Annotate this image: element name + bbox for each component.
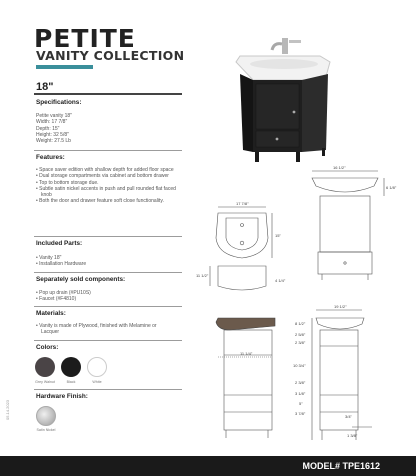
color-swatch-black[interactable] (61, 357, 81, 377)
list-item: • Vanity 18" (36, 255, 62, 261)
list-item: • Installation Hardware (36, 261, 87, 268)
header-divider (34, 93, 182, 95)
separate-heading: Separately sold components: (36, 276, 126, 283)
plan-view (210, 207, 272, 290)
model-number: MODEL# TPE1612 (302, 461, 380, 471)
divider (34, 236, 182, 237)
dim-height: 2 3/8" (295, 380, 306, 385)
color-swatch-grey-walnut[interactable] (35, 357, 55, 377)
dim-front-width: 19 1/2" (334, 304, 347, 309)
dim-top-width: 16 1/2" (333, 165, 346, 170)
divider (34, 272, 182, 273)
dim-plan-side: 4 1/4" (275, 278, 286, 283)
dim-plan-depth: 15" (275, 233, 281, 238)
door-knob-icon (293, 111, 296, 114)
cabinet-body (253, 80, 302, 152)
features-list (36, 167, 186, 205)
dim-height: 3 1/8" (295, 391, 306, 396)
list-item: • Subtle satin nickel accents in push and pull rounded flat faced knob (36, 185, 176, 199)
side-section (216, 318, 275, 438)
side-elevation (312, 310, 372, 440)
list-item: • Faucet (#F4810) (36, 296, 77, 303)
features-heading: Features: (36, 154, 65, 161)
hardware-label: Satin Nickel (36, 428, 56, 432)
dim-height: 8 1/2" (295, 321, 306, 326)
date-stamp: 05.14.2023 (5, 399, 10, 420)
dim-height: 2 5/8" (295, 332, 306, 337)
dim-height: 10 3/4" (293, 363, 306, 368)
color-swatch-white[interactable] (87, 357, 107, 377)
list-item: • Dual storage compartments via cabinet and bottom drawer (36, 173, 169, 180)
list-item: • Vanity is made of Plywood, finished with Melamine or Lacquer (36, 323, 157, 336)
basin-top (236, 56, 330, 80)
dim-height: 2 3/8" (295, 340, 306, 345)
specifications-heading: Specifications: (36, 99, 82, 106)
drawer-knob-icon (276, 138, 279, 141)
dim-height: 3 7/8" (295, 411, 306, 416)
divider (34, 340, 182, 341)
dim-plan-width: 17 7/8" (236, 201, 249, 206)
divider (34, 389, 182, 390)
divider (34, 306, 182, 307)
materials-list (36, 323, 176, 336)
list-item: • Top to bottom storage due. (36, 179, 99, 186)
dim-height: 5" (299, 401, 303, 406)
color-label: Black (66, 380, 76, 384)
dim-plan-bottom: 11 1/2" (196, 273, 209, 278)
size-label: 18" (36, 81, 54, 93)
dim-foot-a: 3/4" (345, 414, 352, 419)
list-item: • Both the door and drawer feature soft close functionality. (36, 198, 164, 205)
list-item: • Space saver edition with shallow depth for added floor space (36, 167, 174, 173)
faucet-icon (272, 38, 301, 54)
color-label: Grey Walnut (35, 380, 55, 384)
color-label: White (92, 380, 102, 384)
included-heading: Included Parts: (36, 240, 83, 247)
dim-basin-height: 6 1/8" (386, 185, 397, 190)
dim-foot-b: 1 3/8" (347, 433, 358, 438)
collection-subtitle: VANITY COLLECTION (36, 48, 185, 63)
divider (34, 150, 182, 151)
specifications-text: Petite vanity 18" Width: 17 7/8" Depth: 15" Height: 32 5/8" Weight: 27.5 Lb (36, 113, 72, 145)
included-list (36, 255, 186, 268)
materials-heading: Materials: (36, 310, 66, 317)
dim-side-inner: 11 1/4" (240, 351, 253, 356)
list-item: • Pop up drain (#PU10S) (36, 290, 91, 296)
separate-list (36, 290, 186, 303)
front-elevation (312, 171, 384, 280)
accent-bar (36, 65, 93, 69)
hardware-swatch (36, 406, 56, 426)
product-title: PETITE (34, 24, 136, 53)
colors-heading: Colors: (36, 344, 59, 351)
hardware-heading: Hardware Finish: (36, 393, 88, 400)
